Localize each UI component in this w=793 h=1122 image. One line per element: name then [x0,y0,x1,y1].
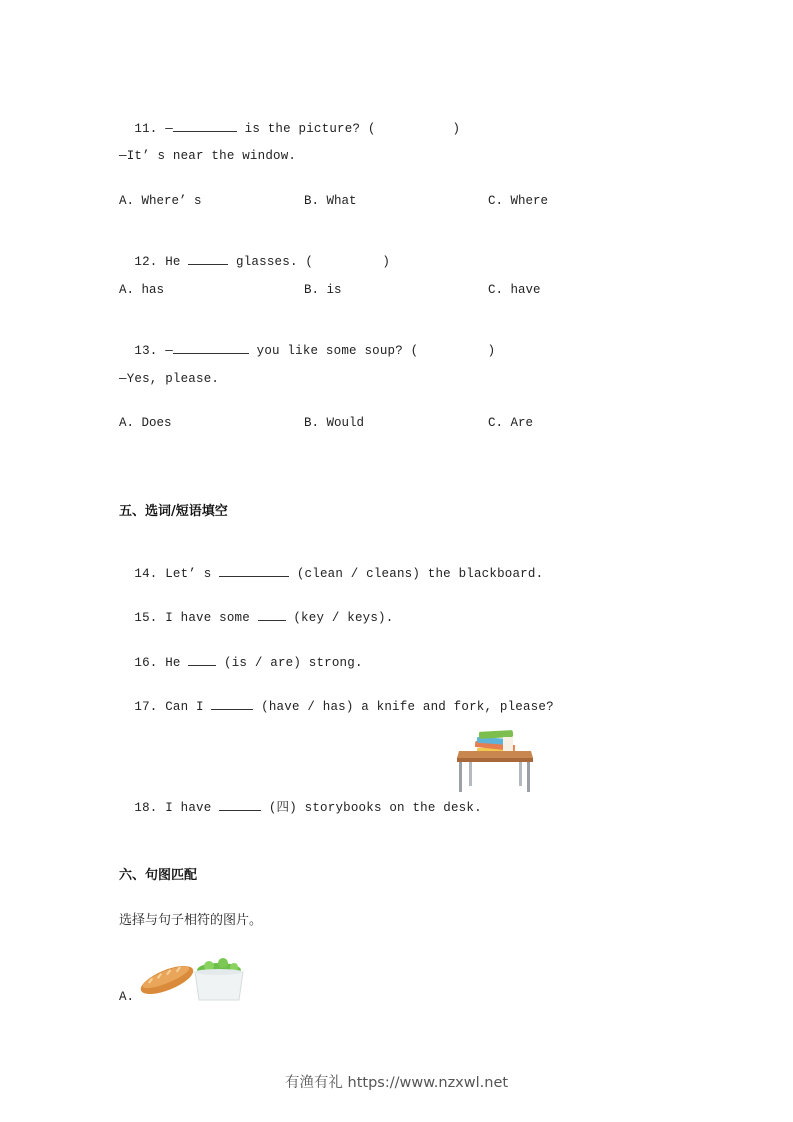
question-16: 16. He (is / are) strong. [134,656,363,670]
answer-blank[interactable] [211,698,253,710]
answer-blank[interactable] [173,342,249,354]
option-a[interactable]: A. Where’ s [119,194,202,208]
answer-blank[interactable] [219,799,261,811]
question-17: 17. Can I (have / has) a knife and fork, please? [134,700,554,714]
question-number: 12. [134,255,158,269]
answer-blank[interactable] [258,609,286,621]
question-18: 18. I have (四) storybooks on the desk. [134,801,482,815]
section-6-instruction: 选择与句子相符的图片。 [119,913,263,928]
question-11-reply: —It’ s near the window. [119,149,297,163]
bread-and-salad-image[interactable] [139,952,247,1002]
section-5-heading: 五、选词/短语填空 [119,504,228,519]
option-b[interactable]: B. Would [304,416,365,430]
question-11: 11. — is the picture? ( ) [134,122,461,136]
option-c[interactable]: C. Are [488,416,534,430]
option-a[interactable]: A. has [119,283,165,297]
option-b[interactable]: B. What [304,194,357,208]
answer-blank[interactable] [173,120,237,132]
answer-blank[interactable] [219,565,289,577]
section-6-heading: 六、句图匹配 [119,868,198,883]
question-14: 14. Let’ s (clean / cleans) the blackboard. [134,567,544,581]
option-c[interactable]: C. have [488,283,541,297]
question-number: 13. [134,344,158,358]
question-15: 15. I have some (key / keys). [134,611,394,625]
option-a-label[interactable]: A. [119,990,135,1004]
question-13-reply: —Yes, please. [119,372,220,386]
option-a[interactable]: A. Does [119,416,172,430]
question-number: 11. [134,122,158,136]
question-13: 13. — you like some soup? ( ) [134,344,496,358]
answer-blank[interactable] [188,253,228,265]
bread-salad-icon [139,952,247,1002]
footer-watermark: 有渔有礼 https://www.nzxwl.net [284,1075,509,1091]
desk-books-icon [455,728,535,796]
desk-with-books-image [455,728,535,796]
question-12: 12. He glasses. ( ) [134,255,391,269]
option-b[interactable]: B. is [304,283,342,297]
answer-blank[interactable] [188,654,216,666]
option-c[interactable]: C. Where [488,194,549,208]
